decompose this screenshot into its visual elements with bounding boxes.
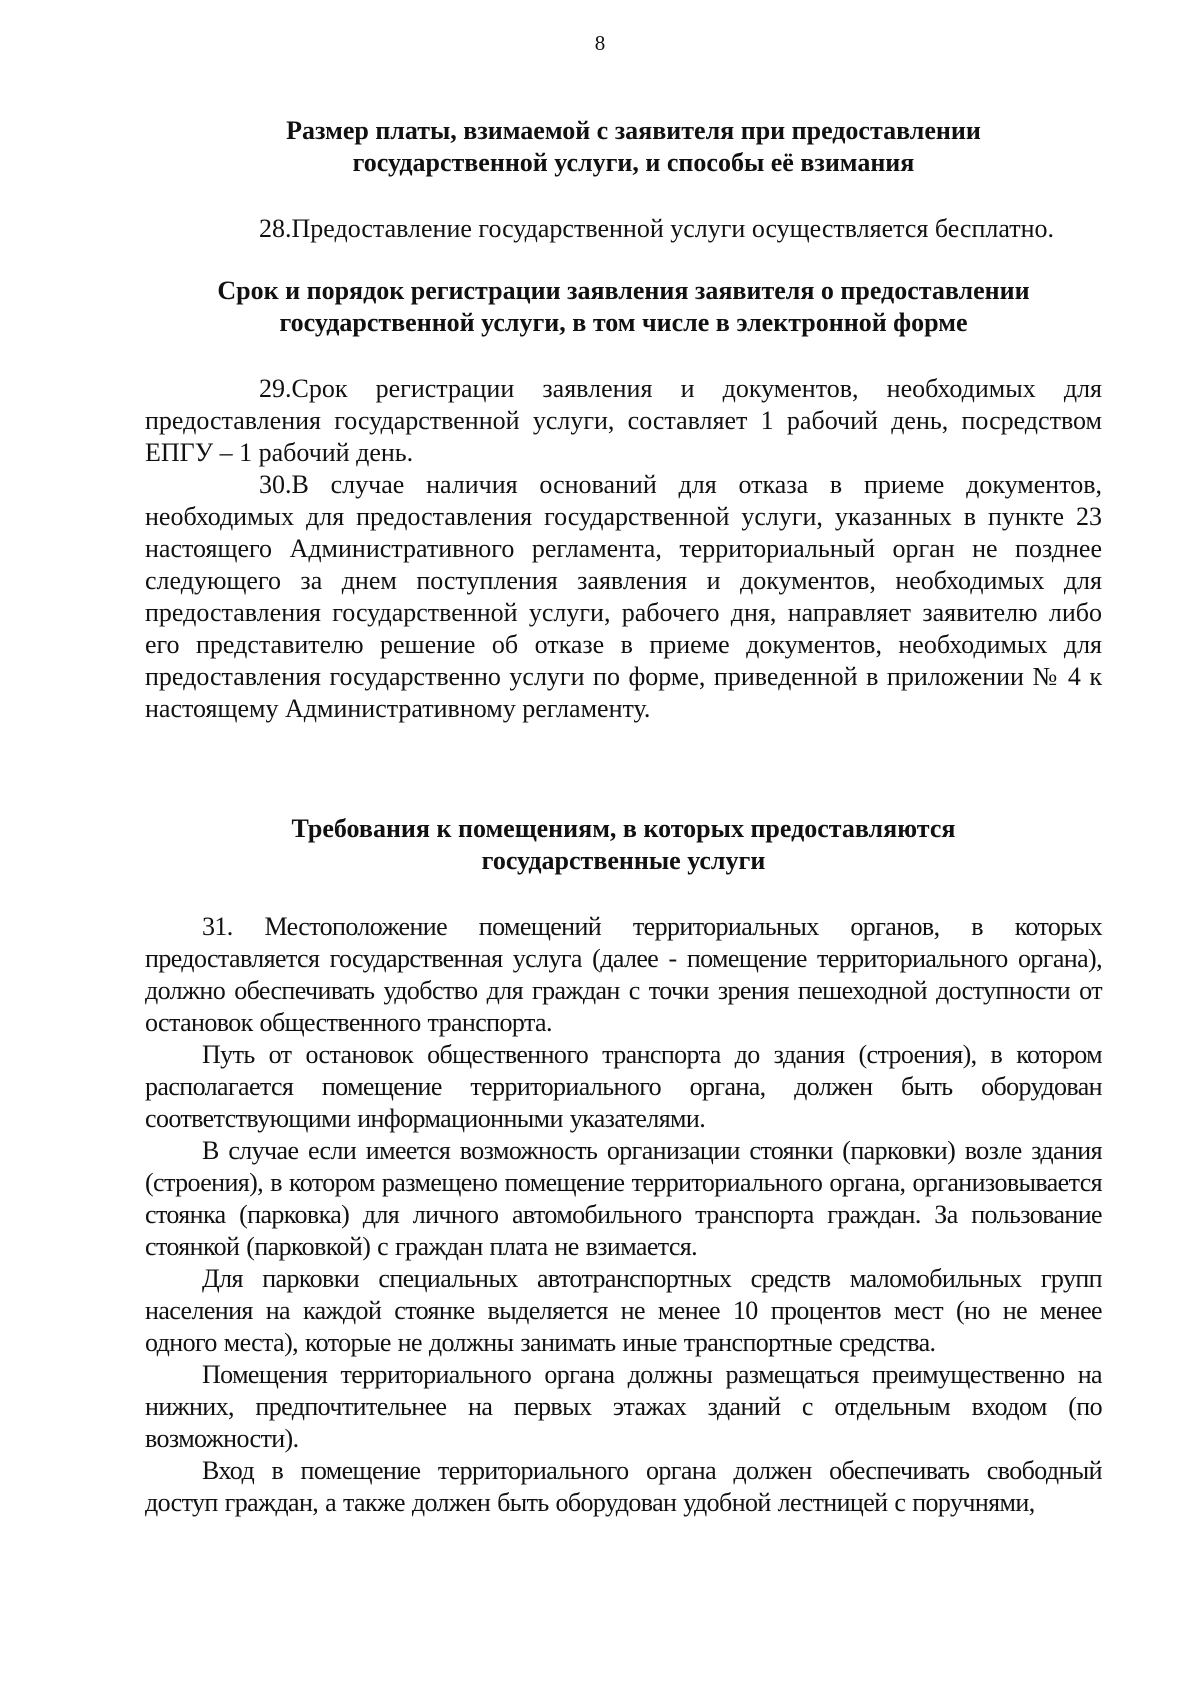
section-premises (145, 813, 1102, 1519)
paragraph: В случае если имеется возможность организации стоянки (парковки) возле здания (строения), в котором размещено помещение территориального органа, организовывается стоянка (парковка) для личного автомобильного транспорта граждан. За пользование стоянкой (парковкой) с граждан плата не взимается. (145, 1136, 1102, 1261)
paragraph: Для парковки специальных автотранспортных средств маломобильных групп населения на каждой стоянке выделяется не менее 10 процентов мест (но не менее одного места), которые не должны занимать иные транспортные средства. (145, 1264, 1102, 1357)
paragraph-number: 28. (259, 214, 292, 243)
paragraph-29 (145, 373, 1102, 469)
section-registration (145, 275, 1102, 725)
paragraph-30 (145, 469, 1102, 725)
heading-line: государственной услуги, и способы её взимания (352, 148, 915, 177)
paragraph-text: Срок регистрации заявления и документов, необходимых для предоставления государственной услуги, составляет 1 рабочий день, посредством ЕПГУ – 1 рабочий день. (145, 374, 1102, 467)
paragraph-number: 29. (259, 374, 292, 403)
heading-line: Срок и порядок регистрации заявления заявителя о предоставлении (217, 276, 1030, 305)
document-body (145, 115, 1102, 1519)
heading-line: государственной услуги, в том числе в электронной форме (279, 308, 968, 337)
paragraph-28 (145, 213, 1102, 245)
page-number: 8 (594, 31, 606, 55)
section-payment (145, 115, 1102, 245)
paragraph-text: Предоставление государственной услуги осуществляется бесплатно. (291, 214, 1055, 243)
paragraph-31: 31. Местоположение помещений территориальных органов, в которых предоставляется государственная услуга (далее - помещение территориального органа), должно обеспечивать удобство для граждан с точки зрения пешеходной доступности от остановок общественного транспорта. (145, 912, 1102, 1037)
section-heading (145, 275, 1102, 339)
heading-line: Требования к помещениям, в которых предоставляются (291, 814, 956, 843)
heading-line: государственные услуги (481, 846, 766, 875)
paragraph-text: В случае наличия оснований для отказа в приеме документов, необходимых для предоставления государственной услуги, указанных в пункте 23 настоящего Административного регламента, территориальный орган не позднее следующего за днем поступления заявления и документов, необходимых для предоставления государственной услуги, рабочего дня, направляет заявителю либо его представителю решение об отказе в приеме документов, необходимых для предоставления государственно услуги по форме, приведенной в приложении № 4 к настоящему Административному регламенту. (145, 470, 1102, 723)
paragraph: Вход в помещение территориального органа должен обеспечивать свободный доступ граждан, а также должен быть оборудован удобной лестницей с поручнями, (145, 1456, 1102, 1517)
paragraph: Путь от остановок общественного транспорта до здания (строения), в котором располагается помещение территориального органа, должен быть оборудован соответствующими информационными указателями. (145, 1040, 1102, 1133)
section-heading (145, 115, 1102, 179)
section-heading (145, 813, 1102, 877)
paragraph-number: 30. (259, 470, 292, 499)
heading-line: Размер платы, взимаемой с заявителя при предоставлении (286, 116, 981, 145)
paragraph: Помещения территориального органа должны размещаться преимущественно на нижних, предпочтительнее на первых этажах зданий с отдельным входом (по возможности). (145, 1360, 1102, 1453)
